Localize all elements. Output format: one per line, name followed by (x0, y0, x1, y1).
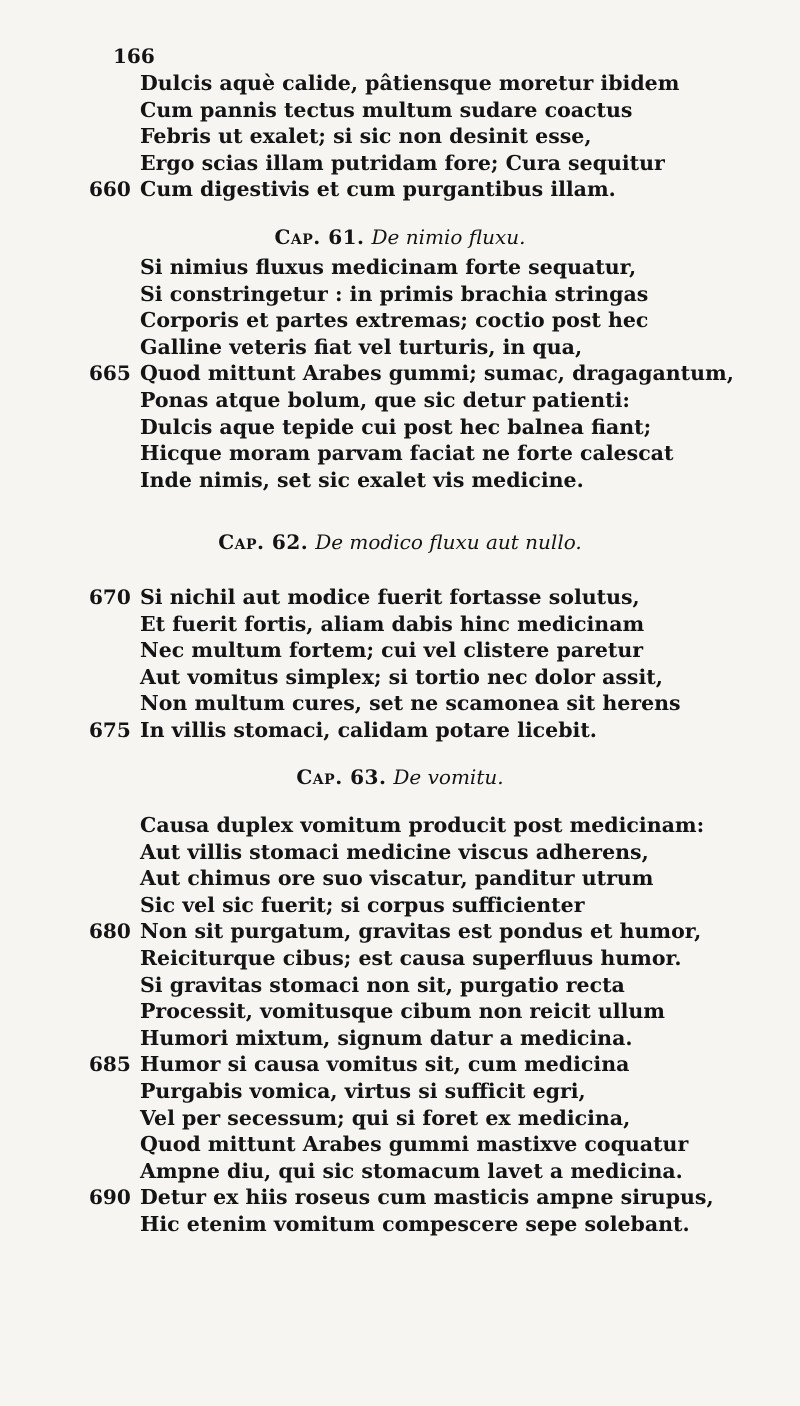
verse-text: Detur ex hiis roseus cum masticis ampne sirupus, (140, 1185, 714, 1210)
chapter-number: Cap. 62. (218, 530, 309, 554)
verse-line (0, 690, 800, 717)
verse-text: Febris ut exalet; si sic non desinit esse, (140, 124, 592, 149)
verse-text: Quod mittunt Arabes gummi; sumac, dragagantum, (140, 361, 734, 386)
verse-text: Hicque moram parvam faciat ne forte calescat (140, 441, 674, 466)
verse-line (0, 1131, 800, 1158)
verse-text: Reiciturque cibus; est causa superfluus humor. (140, 945, 682, 970)
verse-text: Non sit purgatum, gravitas est pondus et humor, (140, 919, 702, 944)
verse-line (0, 150, 800, 177)
verse-line (0, 1184, 800, 1211)
line-number: 675 (89, 717, 131, 742)
verse-text: Humor si causa vomitus sit, cum medicina (140, 1052, 630, 1077)
verse-line (0, 1078, 800, 1105)
verse-line (0, 717, 800, 744)
line-number: 670 (89, 585, 131, 609)
verse-line (0, 1051, 800, 1078)
line-number: 690 (89, 1185, 131, 1210)
verse-text: Hic etenim vomitum compescere sepe solebant. (140, 1211, 690, 1236)
verse-line (0, 1105, 800, 1132)
verse-line (0, 176, 800, 203)
verse-line (0, 839, 800, 866)
verse-text: Si nimius fluxus medicinam forte sequatur, (140, 255, 637, 279)
verse-text: Aut villis stomaci medicine viscus adherens, (140, 839, 649, 864)
verse-line (0, 1158, 800, 1185)
verse-text: Galline veteris fiat vel turturis, in qua, (140, 334, 583, 359)
verse-text: Quod mittunt Arabes gummi mastixve coquatur (140, 1132, 689, 1157)
verse-text: Aut vomitus simplex; si tortio nec dolor assit, (140, 664, 663, 689)
verse-line (0, 97, 800, 124)
verse-text: Dulcis aque tepide cui post hec balnea fiant; (140, 414, 652, 439)
chapter-title: De modico fluxu aut nullo. (315, 530, 582, 554)
chapter-heading (0, 765, 800, 789)
verse-text: Sic vel sic fuerit; si corpus sufficienter (140, 892, 585, 917)
verse-line (0, 387, 800, 414)
verse-text: Non multum cures, set ne scamonea sit herens (140, 691, 681, 716)
verse-line (0, 123, 800, 150)
verse-text: Purgabis vomica, virtus si sufficit egri, (140, 1078, 586, 1103)
verse-text: Causa duplex vomitum producit post medicinam: (140, 813, 705, 837)
verse-line (0, 918, 800, 945)
verse-line (0, 637, 800, 664)
verse-line (0, 998, 800, 1025)
chapter-heading (0, 530, 800, 554)
verse-text: Aut chimus ore suo viscatur, panditur utrum (140, 866, 654, 891)
page-number: 166 (113, 44, 155, 68)
verse-text: Si nichil aut modice fuerit fortasse solutus, (140, 585, 640, 609)
verse-line (0, 334, 800, 361)
verse-text: Inde nimis, set sic exalet vis medicine. (140, 467, 584, 492)
verse-text: Cum pannis tectus multum sudare coactus (140, 97, 633, 122)
chapter-number: Cap. 61. (274, 225, 365, 249)
verse-line (0, 467, 800, 494)
verse-line (0, 892, 800, 919)
verse-line (0, 945, 800, 972)
verse-line (0, 360, 800, 387)
verse-block (0, 254, 800, 493)
verse-block (0, 584, 800, 744)
verse-text: Ampne diu, qui sic stomacum lavet a medicina. (140, 1158, 683, 1183)
verse-line (0, 664, 800, 691)
verse-line (0, 584, 800, 611)
verse-line (0, 1211, 800, 1238)
verse-line (0, 440, 800, 467)
verse-line (0, 281, 800, 308)
verse-text: Processit, vomitusque cibum non reicit ullum (140, 999, 665, 1024)
verse-line (0, 1025, 800, 1052)
verse-text: Ergo scias illam putridam fore; Cura sequitur (140, 150, 665, 175)
verse-line (0, 611, 800, 638)
verse-block (0, 812, 800, 1238)
verse-text: Si constringetur : in primis brachia stringas (140, 281, 649, 306)
verse-line (0, 254, 800, 281)
verse-text: Corporis et partes extremas; coctio post hec (140, 308, 649, 333)
line-number: 665 (89, 361, 131, 386)
verse-text: Nec multum fortem; cui vel clistere paretur (140, 638, 644, 663)
verse-line (0, 812, 800, 839)
verse-text: Cum digestivis et cum purgantibus illam. (140, 177, 616, 202)
line-number: 660 (89, 177, 131, 202)
verse-text: Si gravitas stomaci non sit, purgatio recta (140, 972, 625, 997)
verse-line (0, 972, 800, 999)
verse-line (0, 865, 800, 892)
verse-line (0, 70, 800, 97)
verse-block (0, 70, 800, 203)
chapter-heading (0, 225, 800, 249)
line-number: 680 (89, 919, 131, 944)
verse-text: Humori mixtum, signum datur a medicina. (140, 1025, 633, 1050)
chapter-title: De nimio fluxu. (371, 225, 526, 249)
verse-text: In villis stomaci, calidam potare licebit. (140, 717, 597, 742)
line-number: 685 (89, 1052, 131, 1077)
verse-text: Vel per secessum; qui si foret ex medicina, (140, 1105, 631, 1130)
verse-line (0, 414, 800, 441)
chapter-number: Cap. 63. (296, 765, 387, 789)
chapter-title: De vomitu. (393, 765, 504, 789)
verse-line (0, 307, 800, 334)
verse-text: Et fuerit fortis, aliam dabis hinc medicinam (140, 611, 645, 636)
verse-text: Dulcis aquè calide, pâtiensque moretur ibidem (140, 71, 680, 95)
verse-text: Ponas atque bolum, que sic detur patienti: (140, 387, 630, 412)
